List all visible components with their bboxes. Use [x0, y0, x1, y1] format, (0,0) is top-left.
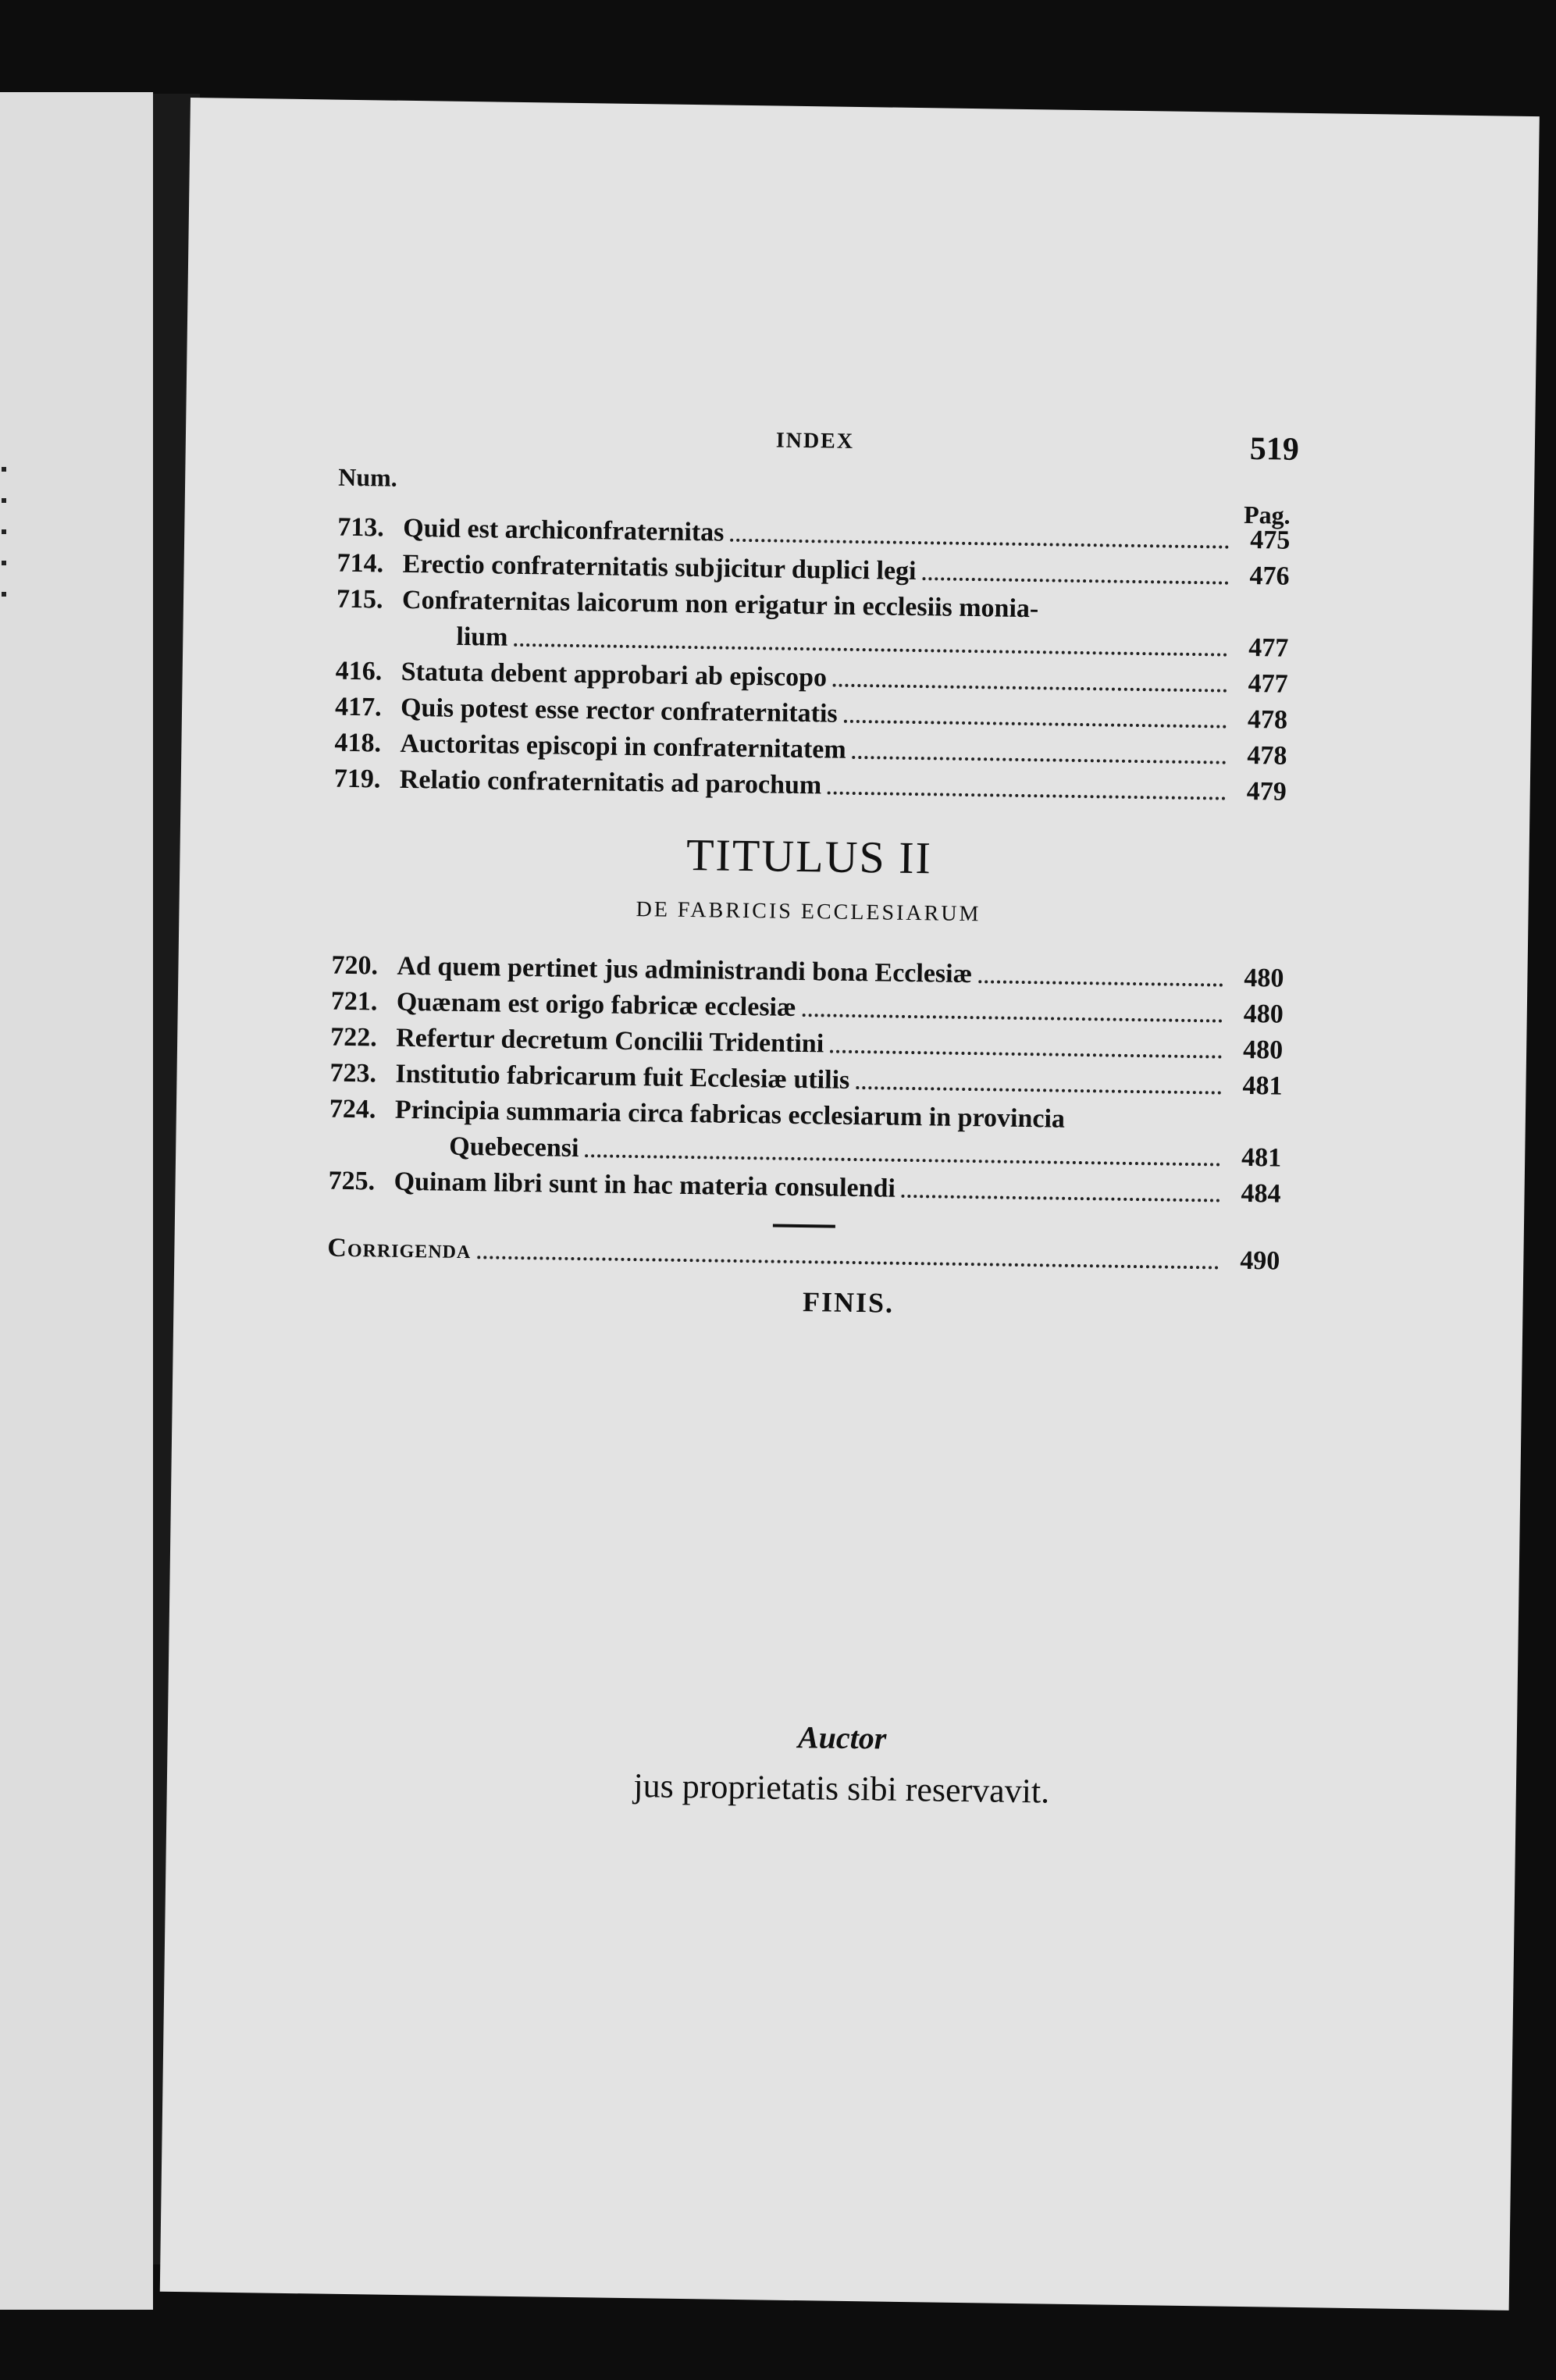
- entry-page: 480: [1242, 1035, 1284, 1065]
- leader-dots: [922, 577, 1228, 584]
- leader-dots: [514, 643, 1227, 657]
- page-column-heading: Pag.: [1243, 500, 1291, 529]
- page-content: [319, 408, 1299, 1280]
- entry-number: 724.: [329, 1094, 376, 1124]
- entry-title: Auctoritas episcopi in confraternitatem: [400, 729, 846, 764]
- entry-page: 479: [1246, 776, 1287, 807]
- entry-number: 723.: [329, 1058, 377, 1088]
- entry-number: 725.: [328, 1166, 376, 1196]
- entry-title-wrap: [327, 1231, 1226, 1279]
- entry-page: 476: [1249, 561, 1290, 591]
- entry-title-wrap: [401, 583, 1234, 666]
- entry-title-continuation: lium: [456, 622, 508, 652]
- leader-dots: [802, 1014, 1222, 1023]
- entry-title: Quænam est origo fabricæ ecclesiæ: [396, 987, 796, 1022]
- leader-dots: [830, 1050, 1222, 1059]
- speck: [2, 529, 6, 534]
- entry-number: 719.: [333, 764, 381, 794]
- entry-title: Ad quem pertinet jus administrandi bona Ecclesiæ: [397, 951, 973, 989]
- leader-dots: [856, 1086, 1221, 1095]
- section-divider: [773, 1224, 835, 1228]
- index-entry: [329, 1092, 1282, 1177]
- entry-title: Statuta debent approbari ab episcopo: [401, 657, 828, 693]
- entry-number: 722.: [329, 1022, 377, 1053]
- entry-page: 477: [1248, 632, 1289, 663]
- entry-page: 480: [1243, 999, 1284, 1029]
- entry-title: Principia summaria circa fabricas ecclesiarum in provincia: [394, 1095, 1066, 1134]
- speck: [2, 561, 6, 565]
- index-entries-part2: [319, 947, 1292, 1279]
- leader-dots: [730, 539, 1229, 549]
- corrigenda-entry: [327, 1231, 1280, 1280]
- corrigenda-page: 490: [1240, 1245, 1280, 1276]
- leader-dots: [585, 1154, 1220, 1166]
- entry-number: 720.: [331, 950, 379, 981]
- page-number: 519: [1249, 430, 1300, 468]
- entry-title: Quid est archiconfraternitas: [403, 513, 725, 547]
- facing-page-edge: [0, 92, 153, 2310]
- entry-title: Relatio confraternitatis ad parochum: [399, 764, 822, 800]
- finis-text: FINIS.: [802, 1286, 895, 1319]
- entry-number: 418.: [334, 728, 382, 758]
- book-page: [160, 98, 1540, 2311]
- entry-number: 715.: [336, 584, 383, 615]
- leader-dots: [902, 1195, 1220, 1202]
- index-entries-part1: [326, 510, 1298, 811]
- entry-page: 475: [1249, 526, 1291, 555]
- entry-number: 714.: [336, 548, 384, 579]
- index-entry: [336, 582, 1289, 667]
- entry-title: Erectio confraternitatis subjicitur duplici legi: [402, 549, 917, 586]
- leader-dots: [828, 791, 1226, 800]
- leader-dots: [477, 1256, 1219, 1269]
- entry-number: 416.: [335, 656, 383, 686]
- entry-page: 478: [1247, 704, 1288, 735]
- section-heading: TITULUS II: [685, 828, 933, 884]
- entry-page: 477: [1248, 668, 1288, 699]
- entry-title-wrap: [394, 1092, 1227, 1176]
- speck: [2, 498, 6, 503]
- entry-title: Quis potest esse rector confraternitatis: [400, 693, 838, 729]
- running-title: INDEX: [775, 428, 855, 454]
- leader-dots: [833, 684, 1227, 693]
- entry-page: 484: [1241, 1178, 1281, 1209]
- leader-dots: [844, 720, 1227, 729]
- entry-number: 417.: [334, 692, 382, 722]
- leader-dots: [853, 756, 1227, 764]
- entry-title: Institutio fabricarum fuit Ecclesiæ utilis: [395, 1059, 850, 1095]
- entry-page: 481: [1242, 1071, 1283, 1101]
- corrigenda-label: Corrigenda: [327, 1233, 472, 1265]
- entry-number: 721.: [330, 986, 378, 1017]
- entry-page: 480: [1244, 963, 1284, 993]
- rights-notice: jus proprietatis sibi reservavit.: [633, 1766, 1050, 1811]
- speck: [2, 592, 6, 597]
- entry-page: 478: [1247, 740, 1287, 771]
- entry-title: Confraternitas laicorum non erigatur in ecclesiis monia-: [401, 585, 1039, 624]
- entry-title: Refertur decretum Concilii Tridentini: [395, 1023, 824, 1059]
- entry-title-continuation: Quebecensi: [449, 1131, 579, 1163]
- entry-number: 713.: [337, 512, 385, 543]
- author-line: Auctor: [797, 1719, 887, 1756]
- speck: [2, 467, 6, 472]
- num-column-heading: Num.: [337, 462, 398, 492]
- entry-page: 481: [1241, 1142, 1282, 1173]
- section-subheading: DE FABRICIS ECCLESIARUM: [636, 897, 981, 927]
- leader-dots: [978, 980, 1223, 986]
- entry-title: Quinam libri sunt in hac materia consulendi: [393, 1167, 896, 1203]
